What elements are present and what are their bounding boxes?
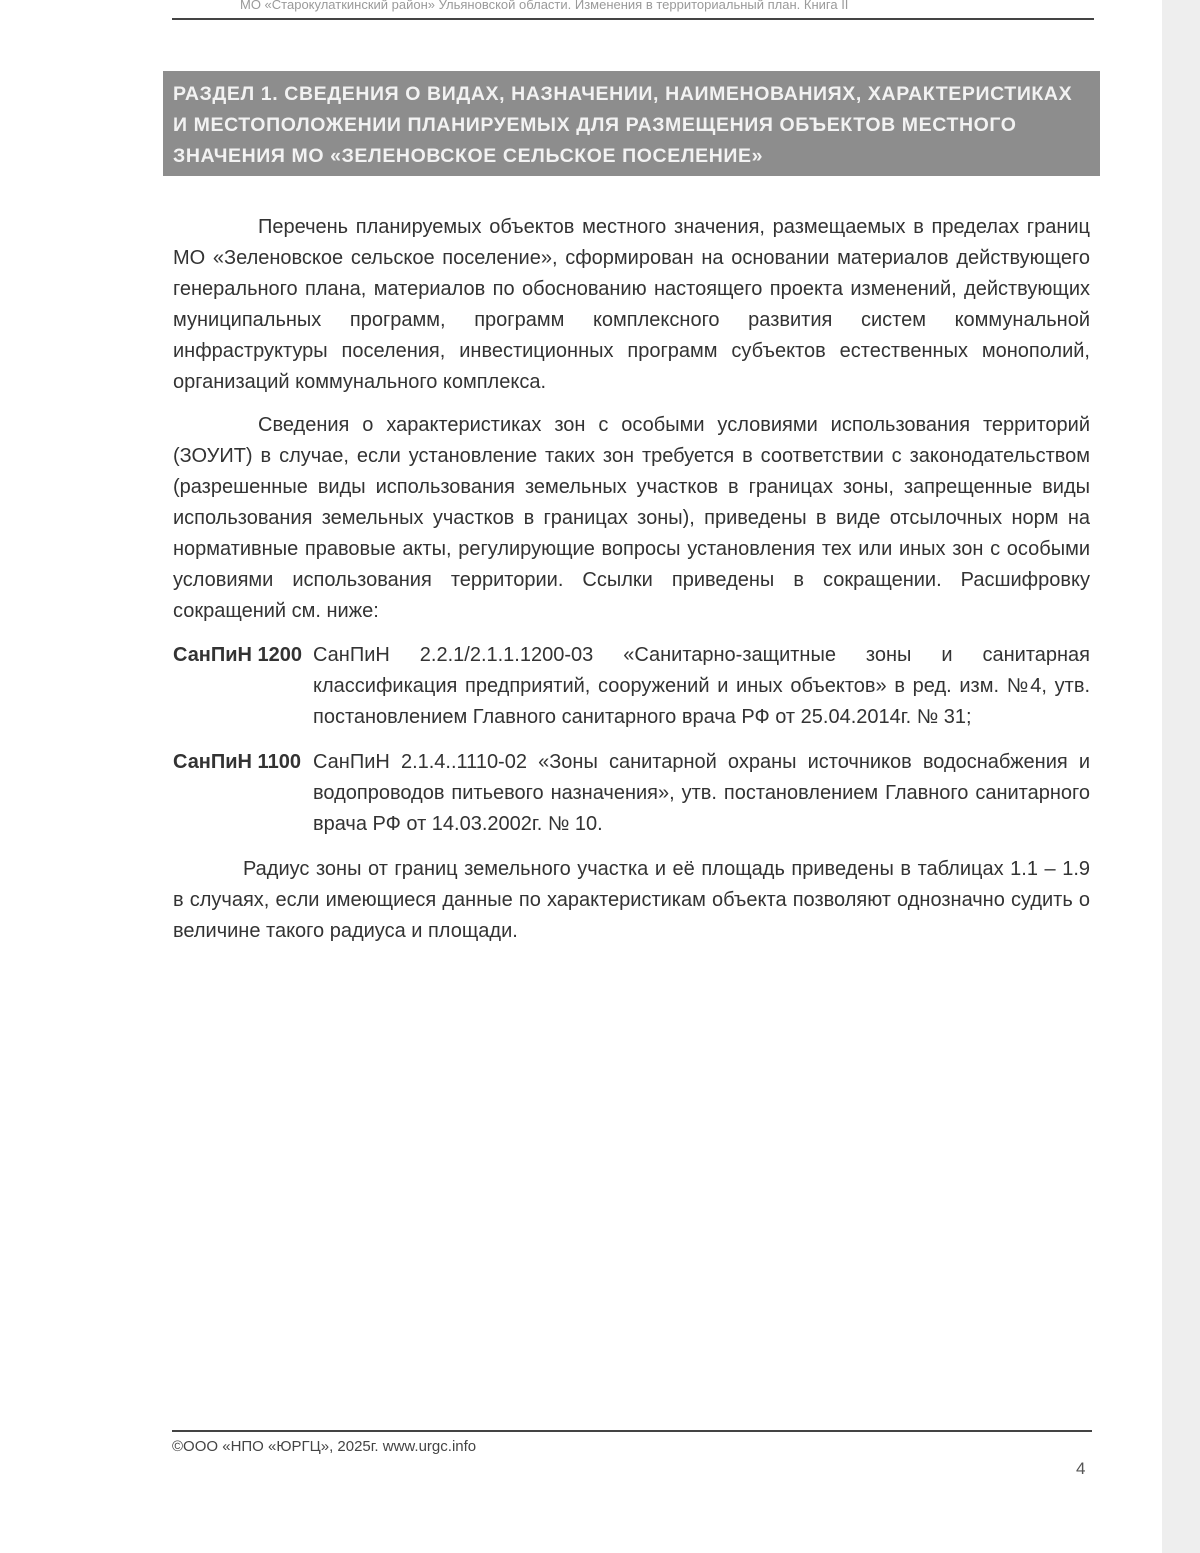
reference-item: [173, 640, 1090, 733]
reference-text: СанПиН 2.1.4..1110-02 «Зоны санитарной охраны источников водоснабжения и водопроводов питьевого назначения», утв. постановлением Главного санитарного врача РФ от 14.03.2002г. № 10.: [313, 751, 1090, 835]
paragraph-zouit: Сведения о характеристиках зон с особыми условиями использования территорий (ЗОУИТ) в случае, если установление таких зон требуется в соответствии с законодательством (разрешенные виды использования земельных участков в границах зоны, запрещенные виды использования земельных участков в границах зоны), приведены в виде отсылочных норм на нормативные правовые акты, регулирующие вопросы установления тех или иных зон с особыми условиями использования территории. Ссылки приведены в сокращении. Расшифровку сокращений см. ниже:: [173, 414, 1090, 622]
paragraph-radius: Радиус зоны от границ земельного участка и её площадь приведены в таблицах 1.1 – 1.9 в случаях, если имеющиеся данные по характеристикам объекта позволяют однозначно судить о величине такого радиуса и площади.: [173, 858, 1090, 942]
reference-text: СанПиН 2.2.1/2.1.1.1200-03 «Санитарно-защитные зоны и санитарная классификация предприятий, сооружений и иных объектов» в ред. изм. №4, утв. постановлением Главного санитарного врача РФ от 25.04.2014г. № 31;: [313, 644, 1090, 728]
paragraph-objects-list: Перечень планируемых объектов местного значения, размещаемых в пределах границ МО «Зеленовское сельское поселение», сформирован на основании материалов действующего генерального плана, материалов по обоснованию настоящего проекта изменений, действующих муниципальных программ, программ комплексного развития систем коммунальной инфраструктуры поселения, инвестиционных программ субъектов естественных монополий, организаций коммунального комплекса.: [173, 216, 1090, 393]
footer-divider: [172, 1430, 1092, 1432]
header-divider: [172, 18, 1094, 20]
document-body: [173, 212, 1090, 947]
reference-code: СанПиН 1200: [173, 644, 303, 666]
reference-item: [173, 747, 1090, 840]
section-title: РАЗДЕЛ 1. СВЕДЕНИЯ О ВИДАХ, НАЗНАЧЕНИИ, НАИМЕНОВАНИЯХ, ХАРАКТЕРИСТИКАХ И МЕСТОПОЛОЖЕНИИ ПЛАНИРУЕМЫХ ДЛЯ РАЗМЕЩЕНИЯ ОБЪЕКТОВ МЕСТНОГО ЗНАЧЕНИЯ МО «ЗЕЛЕНОВСКОЕ СЕЛЬСКОЕ ПОСЕЛЕНИЕ»: [173, 83, 1073, 167]
footer-copyright: ©ООО «НПО «ЮРГЦ», 2025г. www.urgc.info: [172, 1438, 477, 1455]
scan-edge: [1162, 0, 1200, 1553]
section-banner: [163, 71, 1100, 176]
page-number: 4: [1076, 1459, 1086, 1478]
running-header: МО «Старокулаткинский район» Ульяновской области. Изменения в территориальный план. Книга II: [240, 0, 849, 12]
reference-code: СанПиН 1100: [173, 751, 301, 773]
